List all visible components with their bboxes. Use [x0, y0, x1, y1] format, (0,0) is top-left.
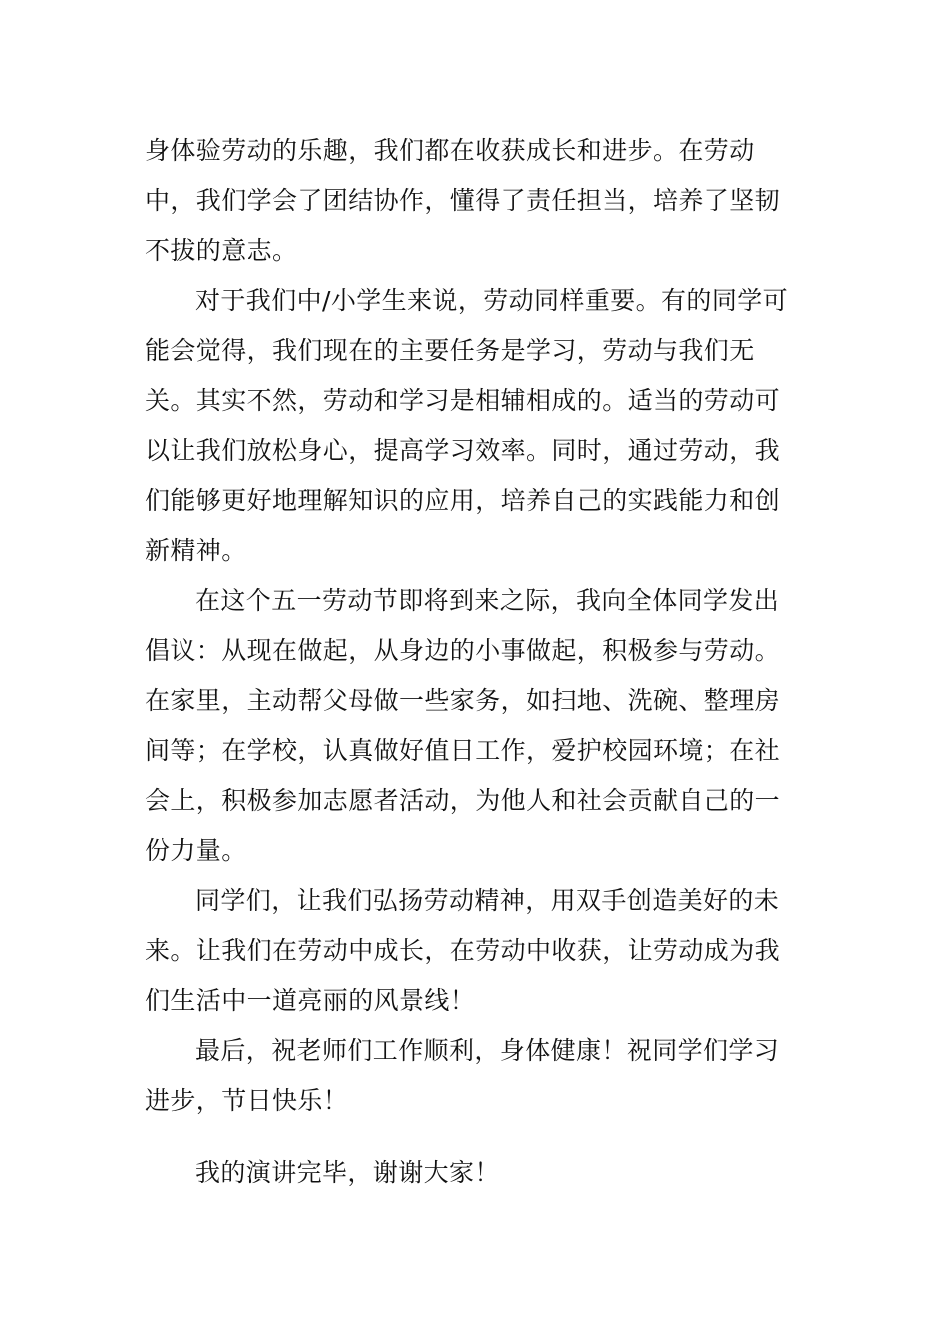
text-line: 进步，节日快乐！: [145, 1086, 349, 1115]
text-line: 来。让我们在劳动中成长，在劳动中收获，让劳动成为我: [145, 936, 781, 965]
speech-text: [145, 126, 815, 1198]
text-line: 在家里，主动帮父母做一些家务，如扫地、洗碗、整理房: [145, 686, 781, 715]
paragraph-start-line: 对于我们中/小学生来说，劳动同样重要。有的同学可: [195, 286, 789, 315]
paragraph-start-line: 最后，祝老师们工作顺利，身体健康！祝同学们学习: [195, 1036, 780, 1065]
paragraph-start-line: 在这个五一劳动节即将到来之际，我向全体同学发出: [195, 586, 780, 615]
text-line: 能会觉得，我们现在的主要任务是学习，劳动与我们无: [145, 336, 755, 365]
text-line: 份力量。: [145, 836, 247, 865]
text-line: 们能够更好地理解知识的应用，培养自己的实践能力和创: [145, 486, 781, 515]
text-line: 不拔的意志。: [145, 236, 298, 265]
text-line: 间等；在学校，认真做好值日工作，爱护校园环境；在社: [145, 736, 781, 765]
text-line: 新精神。: [145, 536, 247, 565]
text-line: 身体验劳动的乐趣，我们都在收获成长和进步。在劳动: [145, 136, 755, 165]
paragraph-gap: [145, 1126, 815, 1148]
text-line: 关。其实不然，劳动和学习是相辅相成的。适当的劳动可: [145, 386, 781, 415]
text-line: 们生活中一道亮丽的风景线！: [145, 986, 476, 1015]
closing-line: 我的演讲完毕，谢谢大家！: [195, 1158, 500, 1187]
text-line: 中，我们学会了团结协作，懂得了责任担当，培养了坚韧: [145, 186, 781, 215]
text-line: 会上，积极参加志愿者活动，为他人和社会贡献自己的一: [145, 786, 781, 815]
text-line: 以让我们放松身心，提高学习效率。同时，通过劳动，我: [145, 436, 781, 465]
text-line: 倡议：从现在做起，从身边的小事做起，积极参与劳动。: [145, 636, 781, 665]
paragraph-start-line: 同学们，让我们弘扬劳动精神，用双手创造美好的未: [195, 886, 780, 915]
